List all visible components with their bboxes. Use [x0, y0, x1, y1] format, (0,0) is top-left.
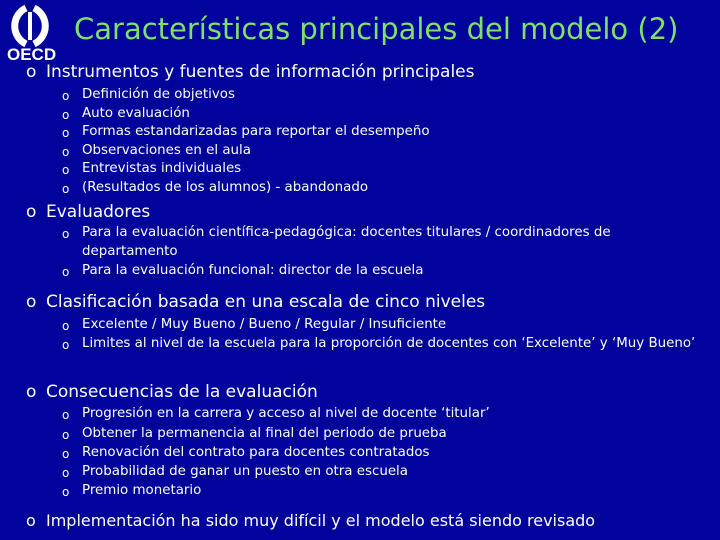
list-item: o Formas estandarizadas para reportar el desempeño: [62, 123, 702, 142]
bullet-icon: o: [62, 107, 70, 122]
bullet-icon: o: [62, 447, 70, 461]
oecd-logo-text: OECD: [7, 45, 57, 62]
list-item: o Premio monetario: [62, 482, 702, 501]
section-heading-text: Instrumentos y fuentes de información principales: [46, 62, 475, 82]
bullet-icon: o: [26, 62, 37, 82]
section-heading-text: Clasificación basada en una escala de cinco niveles: [46, 292, 486, 312]
bullet-icon: o: [62, 408, 70, 422]
list-item: o Excelente / Muy Bueno / Bueno / Regular / Insuficiente: [62, 316, 702, 335]
bullet-icon: o: [26, 202, 37, 222]
list-item: o Entrevistas individuales: [62, 160, 702, 179]
bullet-icon: o: [62, 338, 70, 352]
list-item: o Probabilidad de ganar un puesto en otra escuela: [62, 463, 702, 482]
bullet-icon: o: [62, 181, 70, 196]
bullet-icon: o: [62, 427, 70, 442]
list-item: o Para la evaluación funcional: director de la escuela: [62, 262, 702, 281]
list-item: o Progresión en la carrera y acceso al nivel de docente ‘titular’: [62, 405, 702, 424]
bullet-icon: o: [26, 292, 37, 312]
oecd-logo: [4, 4, 66, 62]
list-item: o Auto evaluación: [62, 105, 702, 124]
bullet-icon: o: [26, 382, 37, 402]
section-heading-text: Consecuencias de la evaluación: [46, 382, 318, 402]
bullet-icon: o: [62, 265, 70, 279]
oecd-logo-mark: [4, 4, 66, 62]
bullet-icon: o: [62, 89, 70, 103]
list-item: o Renovación del contrato para docentes contratados: [62, 444, 702, 463]
bullet-icon: o: [26, 511, 36, 530]
bullet-icon: o: [62, 319, 70, 333]
list-item: o (Resultados de los alumnos) - abandonado: [62, 179, 702, 198]
section-heading-text: Implementación ha sido muy difícil y el modelo está siendo revisado: [46, 511, 596, 530]
list-item: o Observaciones en el aula: [62, 142, 702, 161]
list-item: o Definición de objetivos: [62, 86, 702, 105]
bullet-icon: o: [62, 466, 70, 480]
bullet-icon: o: [62, 126, 70, 140]
bullet-icon: o: [62, 144, 70, 159]
list-item: o Para la evaluación científica-pedagógica: docentes titulares / coordinadores de departamento: [62, 225, 611, 259]
section-heading-text: Evaluadores: [46, 202, 151, 222]
list-item: o Limites al nivel de la escuela para la proporción de docentes con ‘Excelente’ y ‘Muy Bueno’: [62, 335, 702, 354]
bullet-icon: o: [62, 227, 70, 241]
bullet-icon: o: [62, 485, 70, 499]
page-title: Características principales del modelo (2): [74, 12, 679, 46]
bullet-icon: o: [62, 163, 70, 177]
list-item: o Obtener la permanencia al final del periodo de prueba: [62, 425, 702, 444]
